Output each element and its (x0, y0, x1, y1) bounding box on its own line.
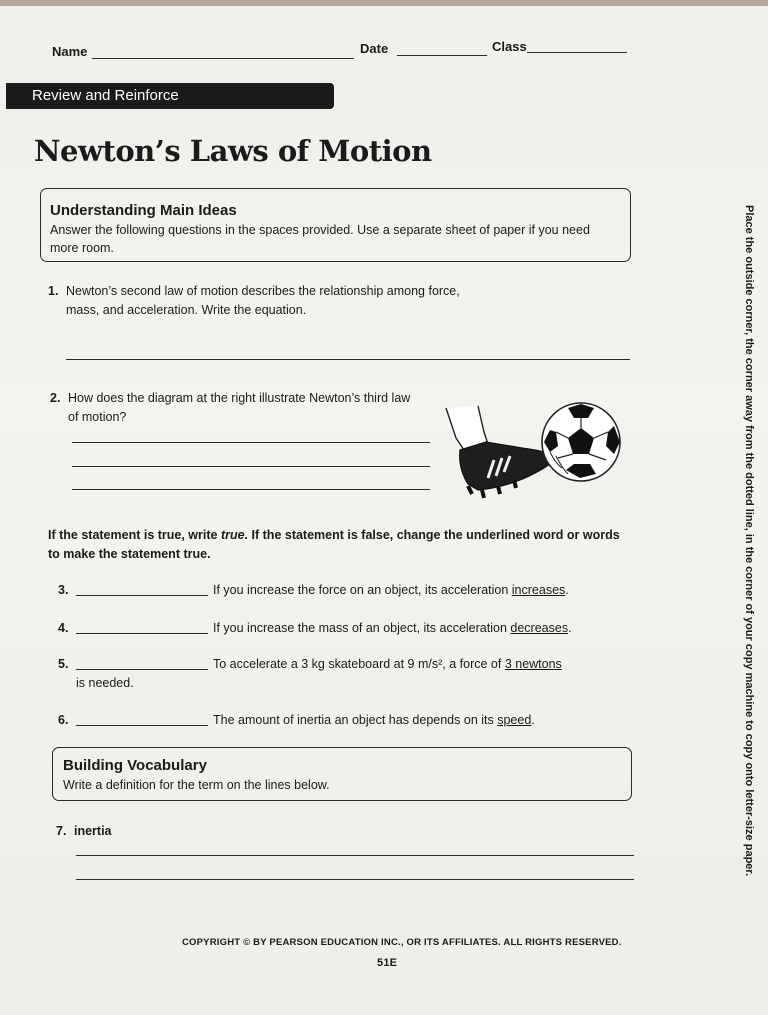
q2-number: 2. (50, 391, 61, 405)
s4-number: 4. (58, 621, 69, 635)
s5-number: 5. (58, 657, 69, 671)
s4-answer-line[interactable] (76, 633, 208, 634)
review-banner: Review and Reinforce (6, 83, 334, 109)
copy-instructions-side-note: Place the outside corner, the corner away from the dotted line, in the corner of your copy machine to copy onto letter-size paper. (743, 205, 755, 877)
s3-text: If you increase the force on an object, its acceleration increases. (213, 583, 569, 597)
s6-text: The amount of inertia an object has depends on its speed. (213, 713, 535, 727)
q7-answer-line-2[interactable] (76, 879, 634, 880)
true-false-instructions: If the statement is true, write true. If the statement is false, change the underlined word or words to make the statement true. (48, 528, 620, 561)
kick-soccer-ball-diagram (438, 398, 628, 502)
date-label: Date (360, 41, 389, 56)
main-ideas-title: Understanding Main Ideas (50, 202, 237, 219)
page-number: 51E (377, 957, 398, 969)
q7-term: inertia (74, 824, 112, 838)
name-field-line[interactable] (92, 58, 354, 59)
q2-text: How does the diagram at the right illustrate Newton’s third law of motion? (68, 391, 411, 424)
s6-answer-line[interactable] (76, 725, 208, 726)
main-ideas-instructions: Answer the following questions in the spaces provided. Use a separate sheet of paper if you need more room. (50, 223, 590, 255)
page-title: Newton’s Laws of Motion (34, 134, 432, 168)
name-label: Name (52, 44, 88, 59)
q1-text: Newton’s second law of motion describes the relationship among force, mass, and acceleration. Write the equation. (66, 284, 460, 317)
q7-answer-line-1[interactable] (76, 855, 634, 856)
s5-answer-line[interactable] (76, 669, 208, 670)
page-edge-shadow (0, 0, 768, 6)
copyright-notice: COPYRIGHT © BY PEARSON EDUCATION INC., OR ITS AFFILIATES. ALL RIGHTS RESERVED. (182, 937, 622, 948)
s5-text: To accelerate a 3 kg skateboard at 9 m/s², a force of 3 newtons (213, 657, 562, 671)
q1-number: 1. (48, 284, 59, 298)
q2-answer-line-3[interactable] (72, 489, 430, 490)
main-ideas-box (40, 188, 631, 262)
q1-answer-line[interactable] (66, 359, 630, 360)
vocabulary-box (52, 747, 632, 801)
vocabulary-instructions: Write a definition for the term on the lines below. (63, 778, 330, 792)
q2-answer-line-2[interactable] (72, 466, 430, 467)
q7-number: 7. (56, 824, 67, 838)
date-field-line[interactable] (397, 55, 487, 56)
class-field-line[interactable] (527, 52, 627, 53)
q2-answer-line-1[interactable] (72, 442, 430, 443)
vocabulary-title: Building Vocabulary (63, 757, 207, 774)
s3-number: 3. (58, 583, 69, 597)
s4-text: If you increase the mass of an object, its acceleration decreases. (213, 621, 572, 635)
s3-answer-line[interactable] (76, 595, 208, 596)
s6-number: 6. (58, 713, 69, 727)
class-label: Class (492, 39, 527, 54)
s5-text-continued: is needed. (76, 676, 134, 690)
